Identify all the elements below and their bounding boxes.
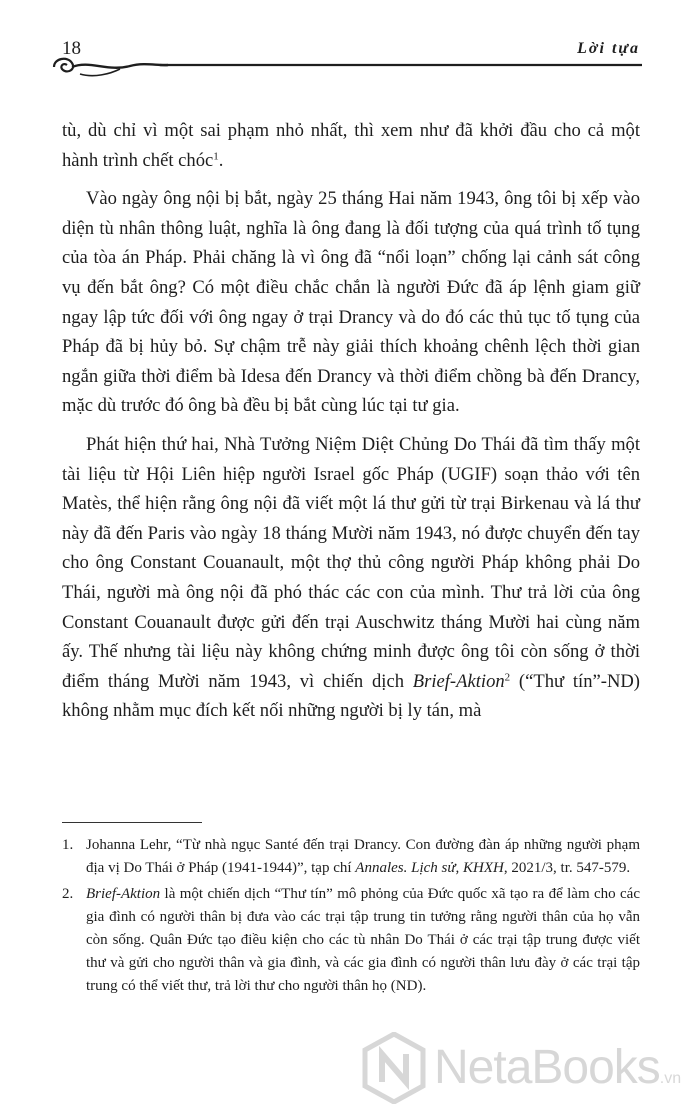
- footnote-text: , 2021/3, tr. 547-579.: [503, 860, 631, 876]
- footnotes: [62, 834, 640, 1001]
- page-header: [62, 38, 640, 82]
- footnote-text: là một chiến dịch “Thư tín” mô phỏng của Đức quốc xã tạo ra để làm cho các gia đình có người thân bị đưa vào các trại tập trung tin tưởng rằng người thân của họ vẫn còn sống. Quân Đức tạo điều kiện cho các tù nhân Do Thái ở các trại tập trung được viết thư và gửi cho người thân và gia đình, và các gia đình có người thân lưu đày ở các trại tập trung có thể viết thư, trả lời thư cho người thân họ (ND).: [86, 886, 640, 994]
- footnote-ref: 2: [504, 671, 511, 684]
- watermark-text: [434, 1040, 681, 1095]
- footnote-2: [62, 883, 640, 998]
- paragraph-3: [62, 430, 640, 726]
- footnote-number: 1.: [62, 837, 74, 853]
- body-text: [62, 116, 640, 735]
- paragraph-text: Phát hiện thứ hai, Nhà Tưởng Niệm Diệt Chủng Do Thái đã tìm thấy một tài liệu từ Hội Liên hiệp người Israel gốc Pháp (UGIF) soạn thảo với tên Matès, thể hiện rằng ông nội đã viết một lá thư gửi từ trại Birkenau và lá thư này đã đến Paris vào ngày 18 tháng Mười năm 1943, nó được chuyển đến tay cho ông Constant Couanault, một thợ thủ công người Pháp không phải Do Thái, người mà ông nội đã phó thác các con của mình. Thư trả lời của ông Constant Couanault được gửi đến trại Auschwitz tháng Mười hai cùng năm ấy. Thế nhưng tài liệu này không chứng minh được ông tôi còn sống ở thời điểm tháng Mười năm 1943, vì chiến dịch: [62, 433, 640, 692]
- watermark-suffix: .vn: [659, 1070, 682, 1087]
- footnote-number: 2.: [62, 886, 74, 902]
- watermark: [362, 1030, 700, 1108]
- netabooks-logo-icon: [362, 1032, 426, 1104]
- paragraph-text: tù, dù chỉ vì một sai phạm nhỏ nhất, thì xem như đã khởi đầu cho cả một hành trình chết chóc: [62, 120, 640, 171]
- paragraph-1: [62, 116, 640, 175]
- footnote-1: [62, 834, 640, 880]
- paragraph-2: Vào ngày ông nội bị bắt, ngày 25 tháng Hai năm 1943, ông tôi bị xếp vào diện tù nhân thông luật, nghĩa là ông đang là đối tượng của quá trình tố tụng của tòa án Pháp. Phải chăng là vì ông đã “nổi loạn” chống lại cảnh sát công vụ đến bắt ông? Có một điều chắc chắn là người Đức đã áp lệnh giam giữ ngay lập tức đối với ông ngay ở trại Drancy và do đó các thủ tục tố tụng của Pháp đã bị hủy bỏ. Sự chậm trễ này giải thích khoảng chênh lệch thời gian ngắn giữa thời điểm bà Idesa đến Drancy và thời điểm chồng bà đến Drancy, mặc dù trước đó ông bà đều bị bắt cùng lúc tại tư gia.: [62, 188, 640, 417]
- footnote-ref: 1: [213, 150, 219, 162]
- footnote-text: Johanna Lehr, “Từ nhà ngục Santé đến trại Drancy. Con đường đàn áp những người phạm địa vị Do Thái ở Pháp (1941-1944)”, tạp chí: [86, 837, 640, 876]
- footnote-italic: Brief-Aktion: [86, 886, 161, 902]
- footnote-italic: Annales. Lịch sử, KHXH: [355, 860, 504, 876]
- italic-term: Brief-Aktion: [412, 670, 505, 692]
- paragraph-text: (“Thư tín”-ND) không nhằm mục đích kết nối những người bị ly tán, mà: [62, 670, 640, 722]
- footnote-divider: [62, 822, 202, 823]
- running-title: Lời tựa: [577, 40, 640, 57]
- ornament-swirl-icon: [50, 54, 642, 80]
- paragraph-end: .: [218, 149, 224, 171]
- watermark-brand: NetaBooks: [434, 1041, 660, 1094]
- page-number: 18: [62, 38, 81, 59]
